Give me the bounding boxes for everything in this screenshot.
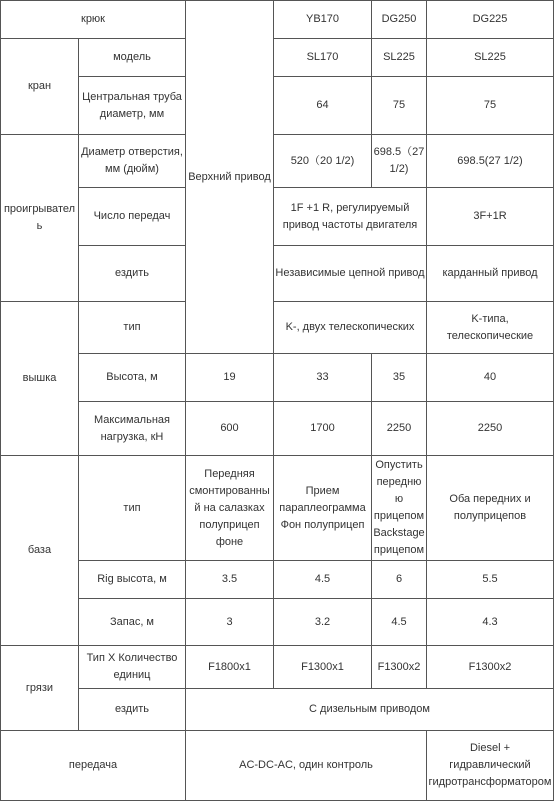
- base-type-v2: Прием параплеограмма Фон полуприцеп: [274, 456, 372, 561]
- mud-drive-row: [1, 689, 554, 731]
- base-rig-height-v2: 4.5: [274, 561, 372, 599]
- base-reserve-label: Запас, м: [79, 599, 186, 646]
- mast-label: вышка: [1, 302, 79, 456]
- crane-pipe-row: [1, 77, 554, 135]
- transmission-label: передача: [1, 731, 186, 801]
- mast-load-v1: 600: [186, 402, 274, 456]
- winch-gears-yb170-dg250: 1F +1 R, регулируемый привод частоты двигателя: [274, 188, 427, 246]
- winch-hole-dg225: 698.5(27 1/2): [427, 135, 554, 188]
- winch-drive-row: [1, 246, 554, 302]
- winch-hole-row: [1, 135, 554, 188]
- winch-hole-dg250: 698.5（27 1/2): [372, 135, 427, 188]
- mast-type-dg225: K-типа, телескопические: [427, 302, 554, 354]
- crane-pipe-dg225: 75: [427, 77, 554, 135]
- crane-label: кран: [1, 39, 79, 135]
- hook-yb170: YB170: [274, 1, 372, 39]
- mast-height-row: [1, 354, 554, 402]
- crane-model-row: [1, 39, 554, 77]
- winch-hole-label: Диаметр отверстия, мм (дюйм): [79, 135, 186, 188]
- mud-count-row: [1, 646, 554, 689]
- mud-count-v2: F1300x1: [274, 646, 372, 689]
- base-rig-height-v4: 5.5: [427, 561, 554, 599]
- crane-pipe-dg250: 75: [372, 77, 427, 135]
- hook-row: [1, 1, 554, 39]
- hook-dg225: DG225: [427, 1, 554, 39]
- mast-type-label: тип: [79, 302, 186, 354]
- mast-height-label: Высота, м: [79, 354, 186, 402]
- base-reserve-v1: 3: [186, 599, 274, 646]
- mast-type-row: [1, 302, 554, 354]
- base-type-v1: Передняя смонтированный на салазках полуприцеп фоне: [186, 456, 274, 561]
- winch-gears-row: [1, 188, 554, 246]
- mast-height-v3: 35: [372, 354, 427, 402]
- top-drive-cell: Верхний привод: [186, 1, 274, 354]
- transmission-dg225: Diesel + гидравлический гидротрансформатором: [427, 731, 554, 801]
- transmission-yb170-dg250: AC-DC-AC, один контроль: [186, 731, 427, 801]
- mast-load-label: Максимальная нагрузка, кН: [79, 402, 186, 456]
- base-type-v4: Оба передних и полуприцепов: [427, 456, 554, 561]
- winch-label: проигрыватель: [1, 135, 79, 302]
- crane-model-label: модель: [79, 39, 186, 77]
- crane-pipe-label: Центральная труба диаметр, мм: [79, 77, 186, 135]
- mast-load-v4: 2250: [427, 402, 554, 456]
- winch-drive-yb170-dg250: Независимые цепной привод: [274, 246, 427, 302]
- base-rig-height-v1: 3.5: [186, 561, 274, 599]
- base-type-label: тип: [79, 456, 186, 561]
- base-reserve-v2: 3.2: [274, 599, 372, 646]
- winch-gears-dg225: 3F+1R: [427, 188, 554, 246]
- winch-drive-dg225: карданный привод: [427, 246, 554, 302]
- mud-label: грязи: [1, 646, 79, 731]
- base-rig-height-label: Rig высота, м: [79, 561, 186, 599]
- winch-gears-label: Число передач: [79, 188, 186, 246]
- mud-count-v1: F1800x1: [186, 646, 274, 689]
- hook-dg250: DG250: [372, 1, 427, 39]
- winch-drive-label: ездить: [79, 246, 186, 302]
- winch-hole-yb170: 520（20 1/2): [274, 135, 372, 188]
- mast-height-v2: 33: [274, 354, 372, 402]
- crane-model-yb170: SL170: [274, 39, 372, 77]
- hook-label: крюк: [1, 1, 186, 39]
- mud-count-label: Тип X Количество единиц: [79, 646, 186, 689]
- mud-drive-label: ездить: [79, 689, 186, 731]
- base-rig-height-v3: 6: [372, 561, 427, 599]
- mast-type-yb170-dg250: K-, двух телескопических: [274, 302, 427, 354]
- transmission-row: [1, 731, 554, 801]
- mud-drive-value: С дизельным приводом: [186, 689, 554, 731]
- base-reserve-row: [1, 599, 554, 646]
- base-reserve-v3: 4.5: [372, 599, 427, 646]
- base-type-v3: Опустить переднюю прицепом Backstage прицепом: [372, 456, 427, 561]
- base-label: база: [1, 456, 79, 646]
- crane-model-dg225: SL225: [427, 39, 554, 77]
- crane-model-dg250: SL225: [372, 39, 427, 77]
- base-reserve-v4: 4.3: [427, 599, 554, 646]
- crane-pipe-yb170: 64: [274, 77, 372, 135]
- mast-load-row: [1, 402, 554, 456]
- base-rig-height-row: [1, 561, 554, 599]
- mud-count-v4: F1300x2: [427, 646, 554, 689]
- mast-height-v4: 40: [427, 354, 554, 402]
- mud-count-v3: F1300x2: [372, 646, 427, 689]
- mast-height-v1: 19: [186, 354, 274, 402]
- mast-load-v3: 2250: [372, 402, 427, 456]
- base-type-row: [1, 456, 554, 561]
- mast-load-v2: 1700: [274, 402, 372, 456]
